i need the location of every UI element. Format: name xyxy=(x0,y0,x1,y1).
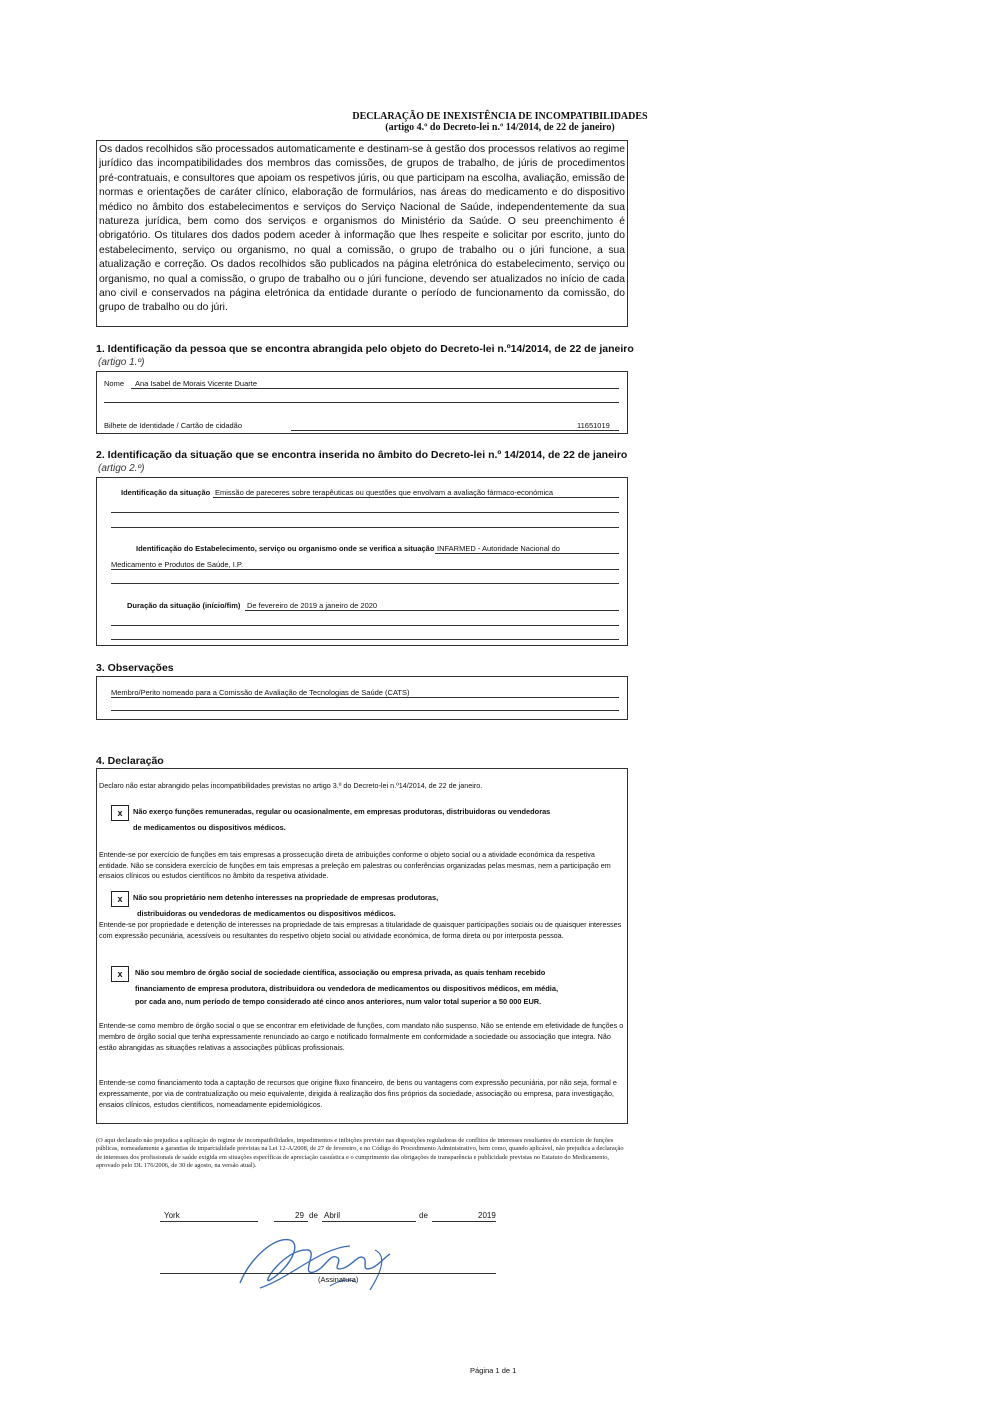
page-number: Página 1 de 1 xyxy=(470,1366,517,1375)
checkbox-no-board-member[interactable]: x xyxy=(111,966,129,982)
check1-line2: de medicamentos ou dispositivos médicos. xyxy=(133,823,286,832)
day-field[interactable]: 29 xyxy=(295,1211,304,1220)
month-underline xyxy=(322,1221,416,1222)
note-financing: Entende-se como financiamento toda a captação de recursos que origine fluxo financeiro, de bens ou vantagens com expressão pecuniária, por não seja, formal e expressamente, por via de contratualização ou meio equivalente, dirigida à realização dos fins próprios da sociedade, associação ou empresa, para investigação, ensaios clínicos, estudos científicos, nomeadamente epidemiológicos. xyxy=(99,1078,617,1109)
check3-line2: financiamento de empresa produtora, distribuidora ou vendedora de medicamentos ou dispositivos médicos, em média, xyxy=(135,984,559,993)
establishment-field-1[interactable]: INFARMED - Autoridade Nacional do xyxy=(437,544,560,553)
handwritten-signature xyxy=(230,1228,410,1300)
section2-box xyxy=(96,477,628,646)
situation-underline-2 xyxy=(111,512,619,513)
establishment-label: Identificação do Estabelecimento, serviço ou organismo onde se verifica a situação xyxy=(136,544,435,553)
situation-underline-3 xyxy=(111,527,619,528)
duration-field[interactable]: De fevereiro de 2019 a janeiro de 2020 xyxy=(247,601,378,610)
year-field[interactable]: 2019 xyxy=(478,1211,496,1220)
establishment-underline xyxy=(435,553,619,554)
note-ownership: Entende-se por propriedade e detenção de interesses na propriedade de tais empresas a titularidade de quaisquer participações sociais ou de quaisquer interesses com expressão pecuniária, acessíveis ou resultantes do respetivo objeto social ou atividade económica, de forma direta ou por interposta pessoa. xyxy=(99,920,622,940)
duration-underline-3 xyxy=(111,639,619,640)
signature-line xyxy=(160,1273,496,1274)
section3-heading: 3. Observações xyxy=(96,662,174,674)
section4-heading: 4. Declaração xyxy=(96,755,164,767)
observations-underline-2 xyxy=(111,710,619,711)
section4-box xyxy=(96,768,628,1124)
name-label: Nome xyxy=(104,379,125,388)
declaration-intro: Declaro não estar abrangido pelas incompatibilidades previstas no artigo 3.º do Decreto-lei n.º14/2014, de 22 de janeiro. xyxy=(99,781,483,790)
signature-label: (Assinatura) xyxy=(318,1275,359,1284)
name-underline-2 xyxy=(104,402,619,403)
id-label: Bilhete de Identidade / Cartão de cidadão xyxy=(104,421,243,430)
place-field[interactable]: York xyxy=(164,1211,180,1220)
month-field[interactable]: Abril xyxy=(324,1211,341,1220)
checkbox-no-ownership[interactable]: x xyxy=(111,891,129,907)
observations-underline xyxy=(111,697,619,698)
observations-field[interactable]: Membro/Perito nomeado para a Comissão de Avaliação de Tecnologias de Saúde (CATS) xyxy=(111,688,410,697)
document-subtitle: (artigo 4.º do Decreto-lei n.º 14/2014, de 22 de janeiro) xyxy=(385,122,615,133)
year-underline xyxy=(432,1221,496,1222)
check3-line1: Não sou membro de órgão social de sociedade científica, associação ou empresa privada, as quais tenham recebido xyxy=(135,968,546,977)
establishment-field-2[interactable]: Medicamento e Produtos de Saúde, I.P. xyxy=(111,560,244,569)
section2-heading: 2. Identificação da situação que se encontra inserida no âmbito do Decreto-lei n.º 14/2014, de 22 de janeiro xyxy=(96,449,628,461)
legal-footnote: (O aqui declarado não prejudica a aplicação do regime de incompatibilidades, impedimentos e inibições previsto nas disposições reguladoras de conflitos de interesses resultantes do exercício de funções públicas, nomeadamente a garantias de imparcialidade previstas na Lei 12-A/2008, de 27 de fevereiro, e no Código do Procedimento Administrativo, bem como, quando aplicável, não prejudica a declaração de interesses dos profissionais de saúde exigida em situações específicas de apreciação casuística e o cumprimento das obrigações de transparência e publicidade previstas no Estatuto do Medicamento, aprovado pelo DL 176/2006, de 30 de agosto, na versão atual). xyxy=(96,1137,624,1170)
document-title: DECLARAÇÃO DE INEXISTÊNCIA DE INCOMPATIBILIDADES xyxy=(352,111,648,122)
section1-heading: 1. Identificação da pessoa que se encontra abrangida pelo objeto do Decreto-lei n.º14/2014, de 22 de janeiro xyxy=(96,343,634,355)
privacy-notice-box: Os dados recolhidos são processados automaticamente e destinam-se à gestão dos processos relativos ao regime jurídico das incompatibilidades dos membros das comissões, de grupos de trabalho, de júris de procedimentos pré-contratuais, e consultores que apoiam os respetivos júris, ou que participam na escolha, avaliação, emissão de normas e orientações de caráter clínico, elaboração de formulários, nas áreas do medicamento e do dispositivo médico no âmbito dos estabelecimentos e serviços do Serviço Nacional de Saúde, independentemente da sua natureza jurídica, bem como dos serviços e organismos do Ministério da Saúde. O seu preenchimento é obrigatório. Os titulares dos dados podem aceder à informação que lhes respeite e solicitar por escrito, junto do estabelecimento, serviço ou organismo, no qual a comissão, o grupo de trabalho ou o júri funcione, a sua atualização e correção. Os dados recolhidos são publicados na página eletrónica do estabelecimento, serviço ou organismo, no qual a comissão, o grupo de trabalho ou o júri funcione, devendo ser atualizados no início de cada ano civil e conservados na página eletrónica da entidade durante o período de funcionamento da comissão, do grupo de trabalho ou do júri. xyxy=(96,140,628,327)
check2-line2: distribuidoras ou vendedoras de medicamentos ou dispositivos médicos. xyxy=(137,909,396,918)
place-underline xyxy=(160,1221,258,1222)
establishment-underline-2 xyxy=(111,569,619,570)
check3-line3: por cada ano, num período de tempo considerado até cinco anos anteriores, num valor total superior a 50 000 EUR. xyxy=(135,997,542,1006)
section1-subheading: (artigo 1.º) xyxy=(98,357,145,368)
id-underline xyxy=(291,430,619,431)
section3-box xyxy=(96,676,628,720)
id-field[interactable]: 11651019 xyxy=(577,421,610,430)
situation-field[interactable]: Emissão de pareceres sobre terapêuticas ou questões que envolvam a avaliação fármaco-económica xyxy=(215,488,554,497)
establishment-underline-3 xyxy=(111,583,619,584)
check1-line1: Não exerço funções remuneradas, regular ou ocasionalmente, em empresas produtoras, distribuidoras ou vendedoras xyxy=(133,807,551,816)
name-underline xyxy=(131,388,619,389)
duration-label: Duração da situação (início/fim) xyxy=(127,601,241,610)
checkbox-no-paid-functions[interactable]: x xyxy=(111,805,129,821)
duration-underline-2 xyxy=(111,625,619,626)
section2-subheading: (artigo 2.º) xyxy=(98,463,145,474)
day-underline xyxy=(274,1221,308,1222)
check2-line1: Não sou proprietário nem detenho interesses na propriedade de empresas produtoras, xyxy=(133,893,439,902)
de-label-2: de xyxy=(419,1211,428,1220)
duration-underline xyxy=(245,610,619,611)
name-field[interactable]: Ana Isabel de Morais Vicente Duarte xyxy=(135,379,258,388)
section1-box xyxy=(96,371,628,434)
note-board-member: Entende-se como membro de órgão social o que se encontrar em efetividade de funções, com mandato não suspenso. Não se entende em efetividade de funções o membro de órgão social que tenha expressamente renunciado ao cargo e notificado formalmente em conformidade a sociedade ou associação que integra. Não estão abrangidas as situações relativas a associações públicas profissionais. xyxy=(99,1021,624,1052)
de-label-1: de xyxy=(309,1211,318,1220)
situation-label: Identificação da situação xyxy=(121,488,211,497)
note-functions: Entende-se por exercício de funções em tais empresas a prossecução direta de atribuições conforme o objeto social ou a atividade económica da respetiva entidade. Não se considera exercício de funções em tais empresas a preleção em palestras ou conferências organizadas pelas mesmas, nem a participação em ensaios clínicos ou estudos científicos no âmbito da respetiva atividade. xyxy=(99,850,611,880)
situation-underline xyxy=(213,497,619,498)
